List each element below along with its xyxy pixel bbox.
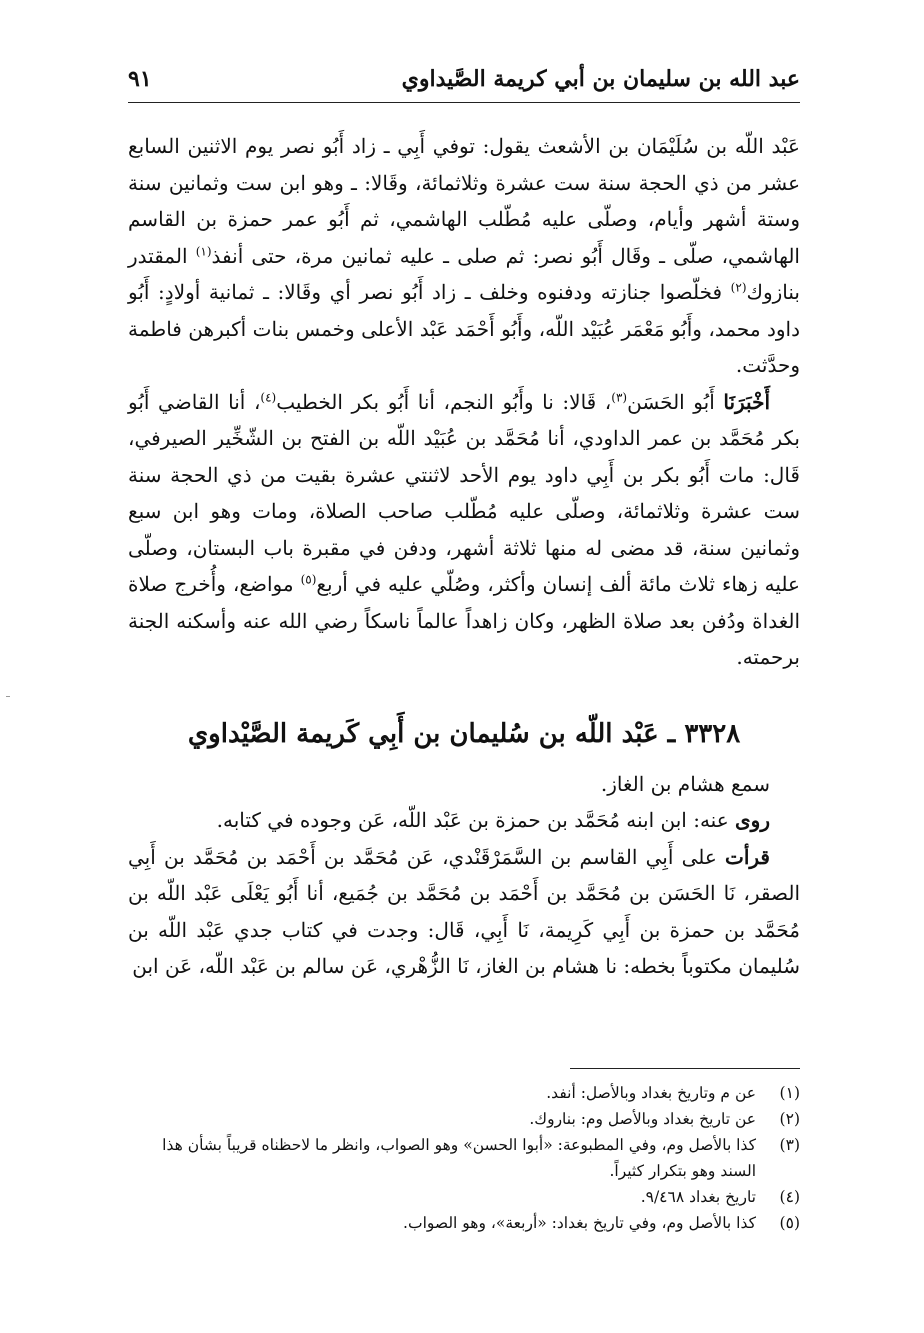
footnote-5: (٥) كذا بالأصل وم، وفي تاريخ بغداد: «أربعة»، وهو الصواب. xyxy=(403,1214,800,1232)
entry-heard: سمع هشام بن الغاز. xyxy=(600,771,770,796)
reading-lead-word: قرأت xyxy=(725,844,770,869)
paragraph-2: أَخْبَرَنَا أَبُو الحَسَن$^{(٣)}$، قَالا: نا وأَبُو النجم، أنا أَبُو بكر الخطيب$^{(٤)}$، أنا القاضي أَبُو بكر مُحَمَّد بن عمر الداودي، أنا مُحَمَّد بن عُبَيْد اللّه بن الفتح بن الشّخِّير الصيرفي، قَال: مات أَبُو بكر بن أَبِي داود يوم الأحد لاثنتي عشرة بقيت من ذي الحجة سنة ست عشرة وثلاثمائة، وصلّى عليه مُطّلب صاحب الصلاة، ومات وهو ابن سبع وثمانين سنة، قد مضى له منها ثلاثة أشهر، ودفن في مقبرة باب البستان، وصلّى عليه زهاء ثلاث مائة ألف إنسان وأكثر، وصُلّي عليه في أربع$^{(٥)}$ مواضع، وأُخرج صلاة الغداة ودُفن بعد صلاة الظهر، وكان زاهداً عالماً ناسكاً رضي الله عنه وأسكنه الجنة برحمته. xyxy=(128,389,800,669)
footnote-1: (١) عن م وتاريخ بغداد وبالأصل: أنفد. xyxy=(546,1084,800,1102)
footnote-4: (٤) تاريخ بغداد ٩/٤٦٨. xyxy=(640,1188,800,1206)
entry-reading: قرأت على أَبِي القاسم بن السَّمَرْقَنْدي، عَن مُحَمَّد بن أَحْمَد بن مُحَمَّد بن أَبِي الصقر، نَا الحَسَن بن مُحَمَّد بن أَحْمَد بن مُحَمَّد بن جُمَيع، أنا أَبُو يَعْلَى عَبْد اللّه بن مُحَمَّد بن حمزة بن أَبِي كَرِيمة، نَا أَبِي، قَال: وجدت في كتاب جدي عَبْد اللّه بن سُليمان مكتوباً بخطه: نا هشام بن الغاز، نَا الزُّهْري، عَن سالم بن عَبْد اللّه، عَن ابن xyxy=(128,844,800,978)
footnote-ref-1[interactable]: (١) xyxy=(195,243,212,258)
header-rule xyxy=(128,102,800,103)
footnote-3: (٣) كذا بالأصل وم، وفي المطبوعة: «أبوا الحسن» وهو الصواب، وانظر ما لاحظناه قريباً بشأن هذا السند وهو بتكرار كثيراً. xyxy=(162,1136,800,1180)
entry-narrated: روى عنه: ابن ابنه مُحَمَّد بن حمزة بن عَبْد اللّه، عَن وجوده في كتابه. xyxy=(216,808,770,832)
footnote-rule xyxy=(570,1068,800,1069)
footnotes xyxy=(128,1080,800,1236)
narrated-lead-word: روى xyxy=(735,808,770,832)
entry-heading: ٣٣٢٨ ـ عَبْد اللّه بن سُليمان بن أَبِي كَريمة الصَّيْداوي xyxy=(187,718,741,749)
footnote-ref-4[interactable]: (٤) xyxy=(260,389,277,404)
main-text xyxy=(128,128,800,985)
running-title: عبد الله بن سليمان بن أبي كريمة الصَّيداوي xyxy=(401,66,800,92)
footnote-2: (٢) عن تاريخ بغداد وبالأصل وم: بناروك. xyxy=(529,1110,800,1128)
scan-mark xyxy=(6,696,10,697)
footnote-ref-3[interactable]: (٣) xyxy=(611,389,628,404)
paragraph-lead-word: أَخْبَرَنَا xyxy=(723,389,771,414)
footnote-ref-2[interactable]: (٢) xyxy=(730,280,747,295)
footnote-ref-5[interactable]: (٥) xyxy=(300,572,317,587)
running-header xyxy=(128,66,800,100)
paragraph-1: عَبْد اللّه بن سُلَيْمَان بن الأشعث يقول: توفي أَبِي ـ زاد أَبُو نصر يوم الاثنين السابع عشر من ذي الحجة سنة ست عشرة وثلاثمائة، وقَالا: ـ وهو ابن ست وثمانين سنة وستة أشهر وأيام، وصلّى عليه مُطّلب الهاشمي، ثم أَبُو عمر حمزة بن القاسم الهاشمي، صلّى ـ وقَال أَبُو نصر: ثم صلى ـ عليه ثمانين مرة، حتى أنفذ$^{(١)}$ المقتدر بنازوك$^{(٢)}$ فخلّصوا جنازته ودفنوه وخلف ـ زاد أَبُو نصر أي وقَالا: ـ ثمانية أولادٍ: أَبُو داود محمد، وأَبُو مَعْمَر عُبَيْد اللّه، وأَبُو أَحْمَد عَبْد الأعلى وخمس بنات أكبرهن فاطمة وحدَّثت. xyxy=(128,134,800,377)
page-number: ٩١ xyxy=(128,66,152,92)
